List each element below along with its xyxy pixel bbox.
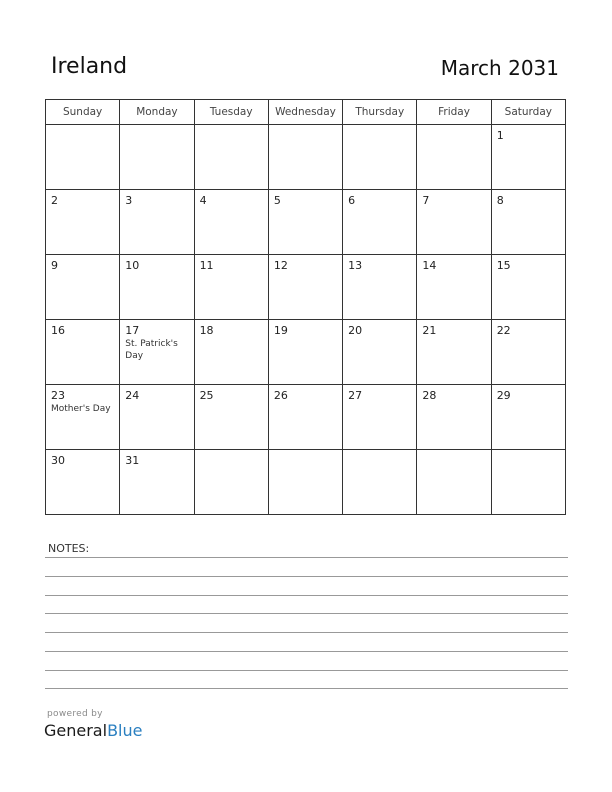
day-cell: [343, 320, 417, 385]
day-cell: [120, 125, 194, 190]
day-cell: [194, 190, 268, 255]
month-year-title: March 2031: [440, 56, 559, 80]
day-number: 8: [496, 194, 504, 207]
weekday-monday: Monday: [120, 100, 194, 125]
day-cell: [268, 125, 342, 190]
day-cell: [268, 385, 342, 450]
day-number: 9: [51, 259, 58, 272]
day-number: 16: [51, 324, 65, 337]
day-number: 10: [125, 259, 140, 272]
week-row: [46, 255, 566, 320]
day-cell: [46, 320, 120, 385]
note-line: [45, 576, 568, 577]
weekday-sunday: Sunday: [46, 100, 120, 125]
day-cell: [343, 125, 417, 190]
day-cell: [120, 190, 194, 255]
day-number: 31: [125, 454, 140, 467]
holiday-label: Mother's Day: [51, 404, 111, 414]
powered-by-text: powered by: [47, 709, 103, 719]
note-line: [45, 651, 568, 652]
week-row: [46, 385, 566, 450]
day-cell: [417, 190, 491, 255]
weekday-saturday: Saturday: [491, 100, 565, 125]
day-cell: [194, 255, 268, 320]
day-number: 2: [51, 194, 58, 207]
day-cell: [417, 385, 491, 450]
day-cell: [194, 450, 268, 515]
day-number: 5: [273, 194, 281, 207]
day-number: 23: [51, 389, 65, 402]
note-line: [45, 632, 568, 633]
day-number: 20: [348, 324, 363, 337]
week-row: [46, 320, 566, 385]
day-number: 11: [199, 259, 214, 272]
day-cell: [417, 125, 491, 190]
weekday-tuesday: Tuesday: [194, 100, 268, 125]
day-cell: [46, 450, 120, 515]
day-number: 21: [422, 324, 437, 337]
day-cell: [491, 125, 565, 190]
day-number: 26: [273, 389, 288, 402]
note-line: [45, 670, 568, 671]
weekday-header-row: [46, 100, 566, 125]
day-cell: [46, 385, 120, 450]
note-line: [45, 613, 568, 614]
notes-label: NOTES:: [48, 542, 90, 555]
day-cell: [417, 450, 491, 515]
calendar-grid: [45, 99, 566, 515]
day-number: 7: [422, 194, 430, 207]
day-number: 12: [273, 259, 288, 272]
week-row: [46, 190, 566, 255]
day-cell: [268, 255, 342, 320]
day-number: 28: [422, 389, 437, 402]
weekday-friday: Friday: [417, 100, 491, 125]
week-row: [46, 450, 566, 515]
day-cell: [417, 255, 491, 320]
generalblue-logo: [44, 721, 142, 740]
day-cell: [46, 190, 120, 255]
day-number: 4: [199, 194, 207, 207]
day-number: 22: [496, 324, 511, 337]
day-cell: [120, 255, 194, 320]
day-cell: [491, 320, 565, 385]
day-number: 13: [348, 259, 363, 272]
day-cell: [491, 255, 565, 320]
holiday-label: St. Patrick's Day: [125, 339, 178, 361]
day-cell: [120, 385, 194, 450]
day-number: 27: [348, 389, 363, 402]
day-cell: [120, 320, 194, 385]
brand-general-text: General: [44, 721, 108, 740]
day-cell: [194, 385, 268, 450]
day-cell: [46, 255, 120, 320]
note-line: [45, 557, 568, 558]
week-row: [46, 125, 566, 190]
brand-blue-text: Blue: [107, 721, 143, 740]
weekday-thursday: Thursday: [343, 100, 417, 125]
day-cell: [343, 190, 417, 255]
day-cell: [491, 190, 565, 255]
day-number: 24: [125, 389, 140, 402]
country-title: Ireland: [51, 54, 128, 79]
day-number: 14: [422, 259, 437, 272]
day-cell: [268, 190, 342, 255]
day-cell: [268, 320, 342, 385]
day-cell: [120, 450, 194, 515]
day-cell: [268, 450, 342, 515]
day-cell: [46, 125, 120, 190]
day-cell: [491, 385, 565, 450]
day-number: 3: [125, 194, 133, 207]
day-cell: [491, 450, 565, 515]
day-cell: [343, 385, 417, 450]
day-cell: [194, 125, 268, 190]
weekday-wednesday: Wednesday: [268, 100, 342, 125]
note-line: [45, 688, 568, 689]
day-number: 15: [496, 259, 511, 272]
day-number: 25: [199, 389, 214, 402]
day-number: 19: [273, 324, 288, 337]
day-number: 17: [125, 324, 140, 337]
day-number: 18: [199, 324, 214, 337]
day-cell: [194, 320, 268, 385]
day-cell: [343, 255, 417, 320]
day-cell: [343, 450, 417, 515]
day-number: 30: [51, 454, 65, 467]
day-number: 1: [496, 129, 504, 142]
day-cell: [417, 320, 491, 385]
note-line: [45, 595, 568, 596]
day-number: 6: [348, 194, 356, 207]
day-number: 29: [496, 389, 511, 402]
